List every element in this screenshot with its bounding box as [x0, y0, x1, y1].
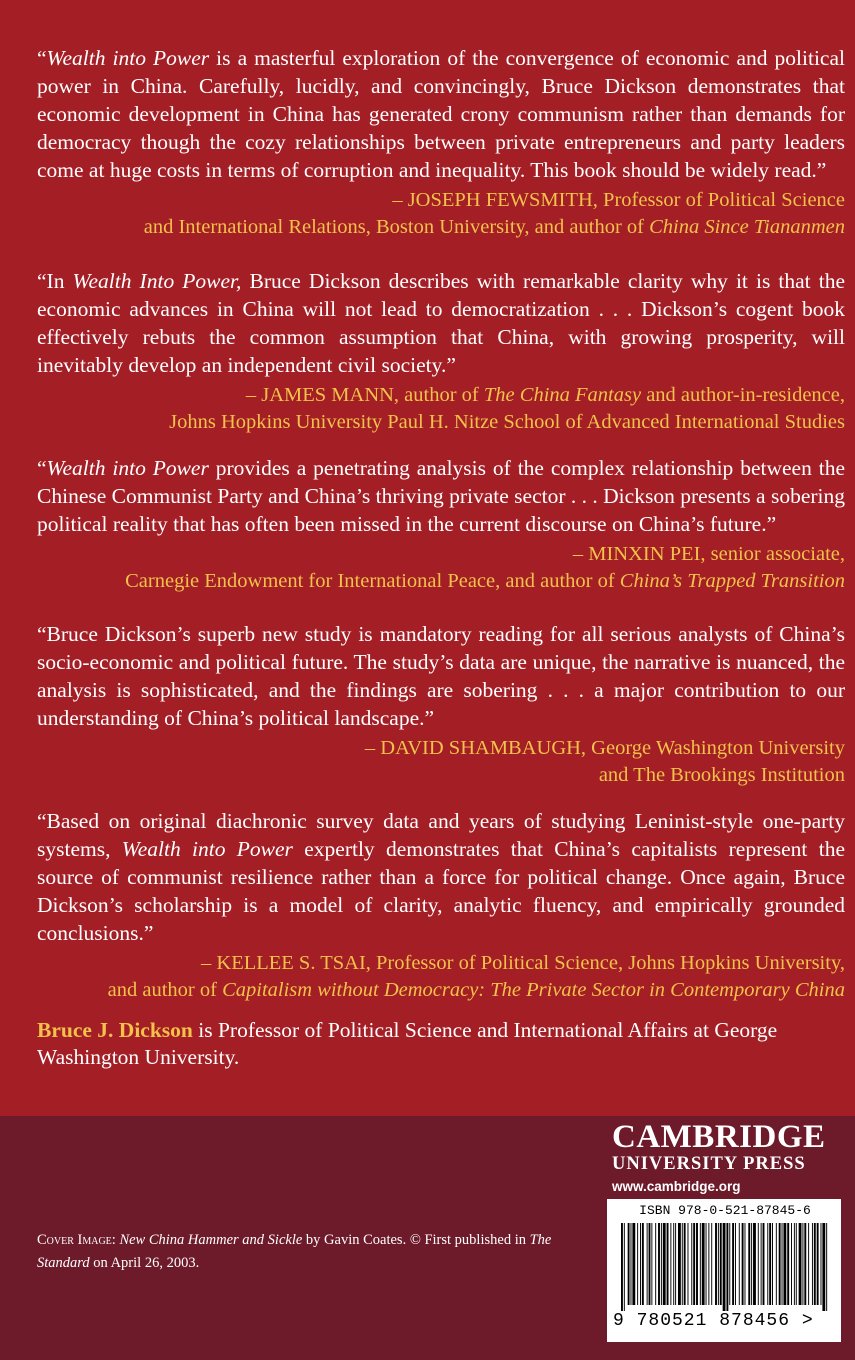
barcode-bar — [711, 1223, 712, 1305]
attribution-book: China Since Tiananmen — [649, 216, 845, 238]
publisher-name: CAMBRIDGE — [612, 1119, 826, 1155]
quote-text: “Wealth into Power is a masterful exploration of the convergence of economic and political power in China. Carefully, lucidly, and convincingly, Bruce Dickson demonstrates that economic development in China has generated crony communism rather than demands for democracy though the cozy relationships between private entrepreneurs and party leaders come at huge costs in terms of corruption and inequality. This book should be widely read.” — [37, 46, 845, 182]
author-bio — [37, 1017, 847, 1071]
barcode-bar — [779, 1223, 781, 1305]
barcode-bar — [742, 1223, 744, 1305]
barcode-bar — [723, 1223, 726, 1311]
attribution — [37, 950, 845, 1004]
attribution-line: – MINXIN PEI, senior associate, — [572, 543, 845, 565]
barcode-bar — [628, 1223, 630, 1305]
barcode-bar — [651, 1223, 652, 1305]
book-title: Wealth Into Power, — [72, 269, 242, 293]
barcode-bar — [670, 1223, 671, 1305]
barcode-bar — [787, 1223, 789, 1305]
barcode-bar — [769, 1223, 771, 1305]
quote-body: provides a penetrating analysis of the complex relationship between the Chinese Communist Party and China’s thriving private sector . . . Dickson presents a sobering political reality that has often been missed in the current discourse on China’s future.” — [37, 456, 845, 536]
barcode-bar — [745, 1223, 746, 1305]
attribution-line: – JAMES MANN, author of — [245, 384, 484, 406]
barcode-bar — [808, 1223, 809, 1305]
barcode-bar — [763, 1223, 765, 1305]
barcode-bar — [758, 1223, 759, 1305]
attribution-line: – KELLEE S. TSAI, Professor of Political Science, Johns Hopkins University, — [201, 952, 845, 974]
attribution-book: The China Fantasy — [483, 384, 642, 406]
barcode-bar — [802, 1223, 803, 1305]
publisher-url: www.cambridge.org — [612, 1179, 741, 1194]
barcode-bar — [667, 1223, 669, 1305]
barcode-bar — [624, 1223, 625, 1311]
barcode-bar — [631, 1223, 632, 1305]
book-title: Wealth into Power — [121, 837, 293, 861]
barcode-bar — [821, 1223, 822, 1305]
barcode-bar — [753, 1223, 756, 1305]
barcode-bar — [772, 1223, 773, 1305]
barcode-bars-icon — [617, 1223, 833, 1311]
barcode-bar — [761, 1223, 762, 1305]
barcode-bar — [729, 1223, 730, 1305]
barcode-bar — [783, 1223, 786, 1305]
barcode-bar — [782, 1223, 783, 1305]
barcode-bar — [661, 1223, 662, 1305]
barcode-bar — [826, 1223, 827, 1311]
cover-credit — [37, 1229, 597, 1275]
quote-lead: “In — [37, 269, 73, 293]
attribution-line: and International Relations, Boston University, and author of — [143, 216, 650, 238]
cover-credit-text: on April 26, 2003. — [89, 1255, 200, 1271]
attribution-line: – DAVID SHAMBAUGH, George Washington University — [364, 737, 845, 759]
attribution-line: and The Brookings Institution — [598, 764, 845, 786]
barcode-bar — [658, 1223, 660, 1305]
barcode-bar — [640, 1223, 641, 1305]
barcode-bar — [632, 1223, 635, 1305]
attribution-line: and author of — [107, 979, 223, 1001]
barcode-bar — [751, 1223, 752, 1305]
barcode-bar — [637, 1223, 638, 1305]
cover-credit-text: by Gavin Coates. © First published in — [302, 1232, 530, 1248]
barcode-bar — [678, 1223, 681, 1305]
barcode-bar — [642, 1223, 644, 1305]
barcode-bar — [822, 1223, 825, 1311]
barcode-bar — [817, 1223, 819, 1305]
barcode-bar — [791, 1223, 792, 1305]
barcode-bar — [748, 1223, 750, 1305]
cover-credit-label: Cover Image: — [37, 1232, 116, 1248]
barcode-bar — [799, 1223, 802, 1305]
quote-pei — [37, 454, 845, 595]
quote-shambaugh — [37, 620, 845, 789]
attribution-line: Johns Hopkins University Paul H. Nitze School of Advanced International Studies — [169, 411, 845, 433]
book-title: Wealth into Power — [46, 46, 210, 70]
isbn-label: ISBN 978-0-521-87845-6 — [639, 1203, 811, 1218]
quote-fewsmith — [37, 44, 845, 241]
attribution-book: Capitalism without Democracy: The Private Sector in Contemporary China — [222, 979, 845, 1001]
barcode-bar — [706, 1223, 707, 1305]
barcode-bar — [718, 1223, 719, 1305]
isbn-barcode — [607, 1199, 841, 1342]
bio-text: is Professor of Political Science and International Affairs at George Washington University. — [37, 1018, 778, 1069]
barcode-bar — [720, 1223, 722, 1305]
attribution — [37, 187, 845, 241]
barcode-bar — [794, 1223, 795, 1305]
barcode-bar — [675, 1223, 676, 1305]
barcode-bar — [696, 1223, 698, 1305]
barcode-bar — [655, 1223, 656, 1305]
quote-mann — [37, 267, 845, 436]
attribution — [37, 735, 845, 789]
barcode-bar — [804, 1223, 806, 1305]
cover-credit-source: The Standard — [37, 1232, 552, 1271]
attribution — [37, 382, 845, 436]
quote-body: “Based on original diachronic survey data and years of studying Leninist-style one-party systems, — [37, 809, 845, 861]
barcode-bar — [693, 1223, 695, 1305]
cover-image-title: New China Hammer and Sickle — [119, 1232, 303, 1248]
barcode-bar — [739, 1223, 740, 1305]
barcode-bar — [688, 1223, 689, 1305]
attribution — [37, 541, 845, 595]
attribution-line: – JOSEPH FEWSMITH, Professor of Political Science — [392, 189, 845, 211]
quote-text — [37, 807, 845, 947]
book-title: Wealth into Power — [46, 456, 209, 480]
barcode-bar — [708, 1223, 709, 1305]
quote-text: “Bruce Dickson’s superb new study is mandatory reading for all serious analysts of China’s socio-economic and political future. The study’s data are unique, the narrative is nuanced, the analysis is sophisticated, and the findings are sobering . . . a major contribution to our understanding of China’s political landscape.” — [37, 622, 845, 730]
quote-text — [37, 267, 845, 379]
barcode-bar — [814, 1223, 816, 1305]
barcode-bar — [812, 1223, 813, 1305]
barcode-bar — [647, 1223, 648, 1305]
barcode-bar — [796, 1223, 797, 1305]
barcode-bar — [682, 1223, 683, 1305]
barcode-bar — [702, 1223, 705, 1305]
barcode-bar — [726, 1223, 728, 1311]
barcode-bar — [700, 1223, 701, 1305]
attribution-book: China’s Trapped Transition — [619, 570, 845, 592]
publisher-logo — [612, 1120, 828, 1196]
barcode-bar — [732, 1223, 734, 1305]
author-name: Bruce J. Dickson — [37, 1018, 193, 1042]
attribution-line: and author-in-residence, — [641, 384, 845, 406]
barcode-bar — [735, 1223, 736, 1305]
barcode-bar — [691, 1223, 692, 1305]
barcode-bar — [684, 1223, 686, 1305]
attribution-line: Carnegie Endowment for International Peace, and author of — [125, 570, 620, 592]
barcode-bar — [663, 1223, 666, 1305]
barcode-bar — [621, 1223, 623, 1311]
quote-body: Bruce Dickson describes with remarkable clarity why it is that the economic advances in China will not lead to democratization . . . Dickson’s cogent book effectively rebuts the common assumption that China, with growing prosperity, will inevitably develop an independent civil society.” — [37, 269, 845, 377]
barcode-bar — [767, 1223, 768, 1305]
quote-tsai — [37, 807, 845, 1004]
barcode-bar — [649, 1223, 651, 1305]
ean-digits: 9 780521 878456 > — [613, 1311, 814, 1331]
barcode-bar — [673, 1223, 674, 1305]
quote-text: “Wealth into Power provides a penetrating analysis of the complex relationship between the Chinese Communist Party and China’s thriving private sector . . . Dickson presents a sobering political reality that has often been missed in the current discourse on China’s future.” — [37, 456, 845, 536]
barcode-bar — [715, 1223, 717, 1305]
barcode-bar — [776, 1223, 777, 1305]
publisher-subtitle: UNIVERSITY PRESS — [612, 1154, 806, 1174]
quote-body: expertly demonstrates that China’s capitalists represent the source of communist resilience rather than a force for political change. Once again, Bruce Dickson’s scholarship is a model of clarity, analytic fluency, and empirically grounded conclusions.” — [37, 837, 845, 945]
quote-body: is a masterful exploration of the convergence of economic and political power in China. Carefully, lucidly, and convincingly, Bruce Dickson demonstrates that economic development in China has generated crony communism rather than demands for democracy though the cozy relationships between private entrepreneurs and party leaders come at huge costs in terms of corruption and inequality. This book should be widely read.” — [37, 46, 845, 182]
